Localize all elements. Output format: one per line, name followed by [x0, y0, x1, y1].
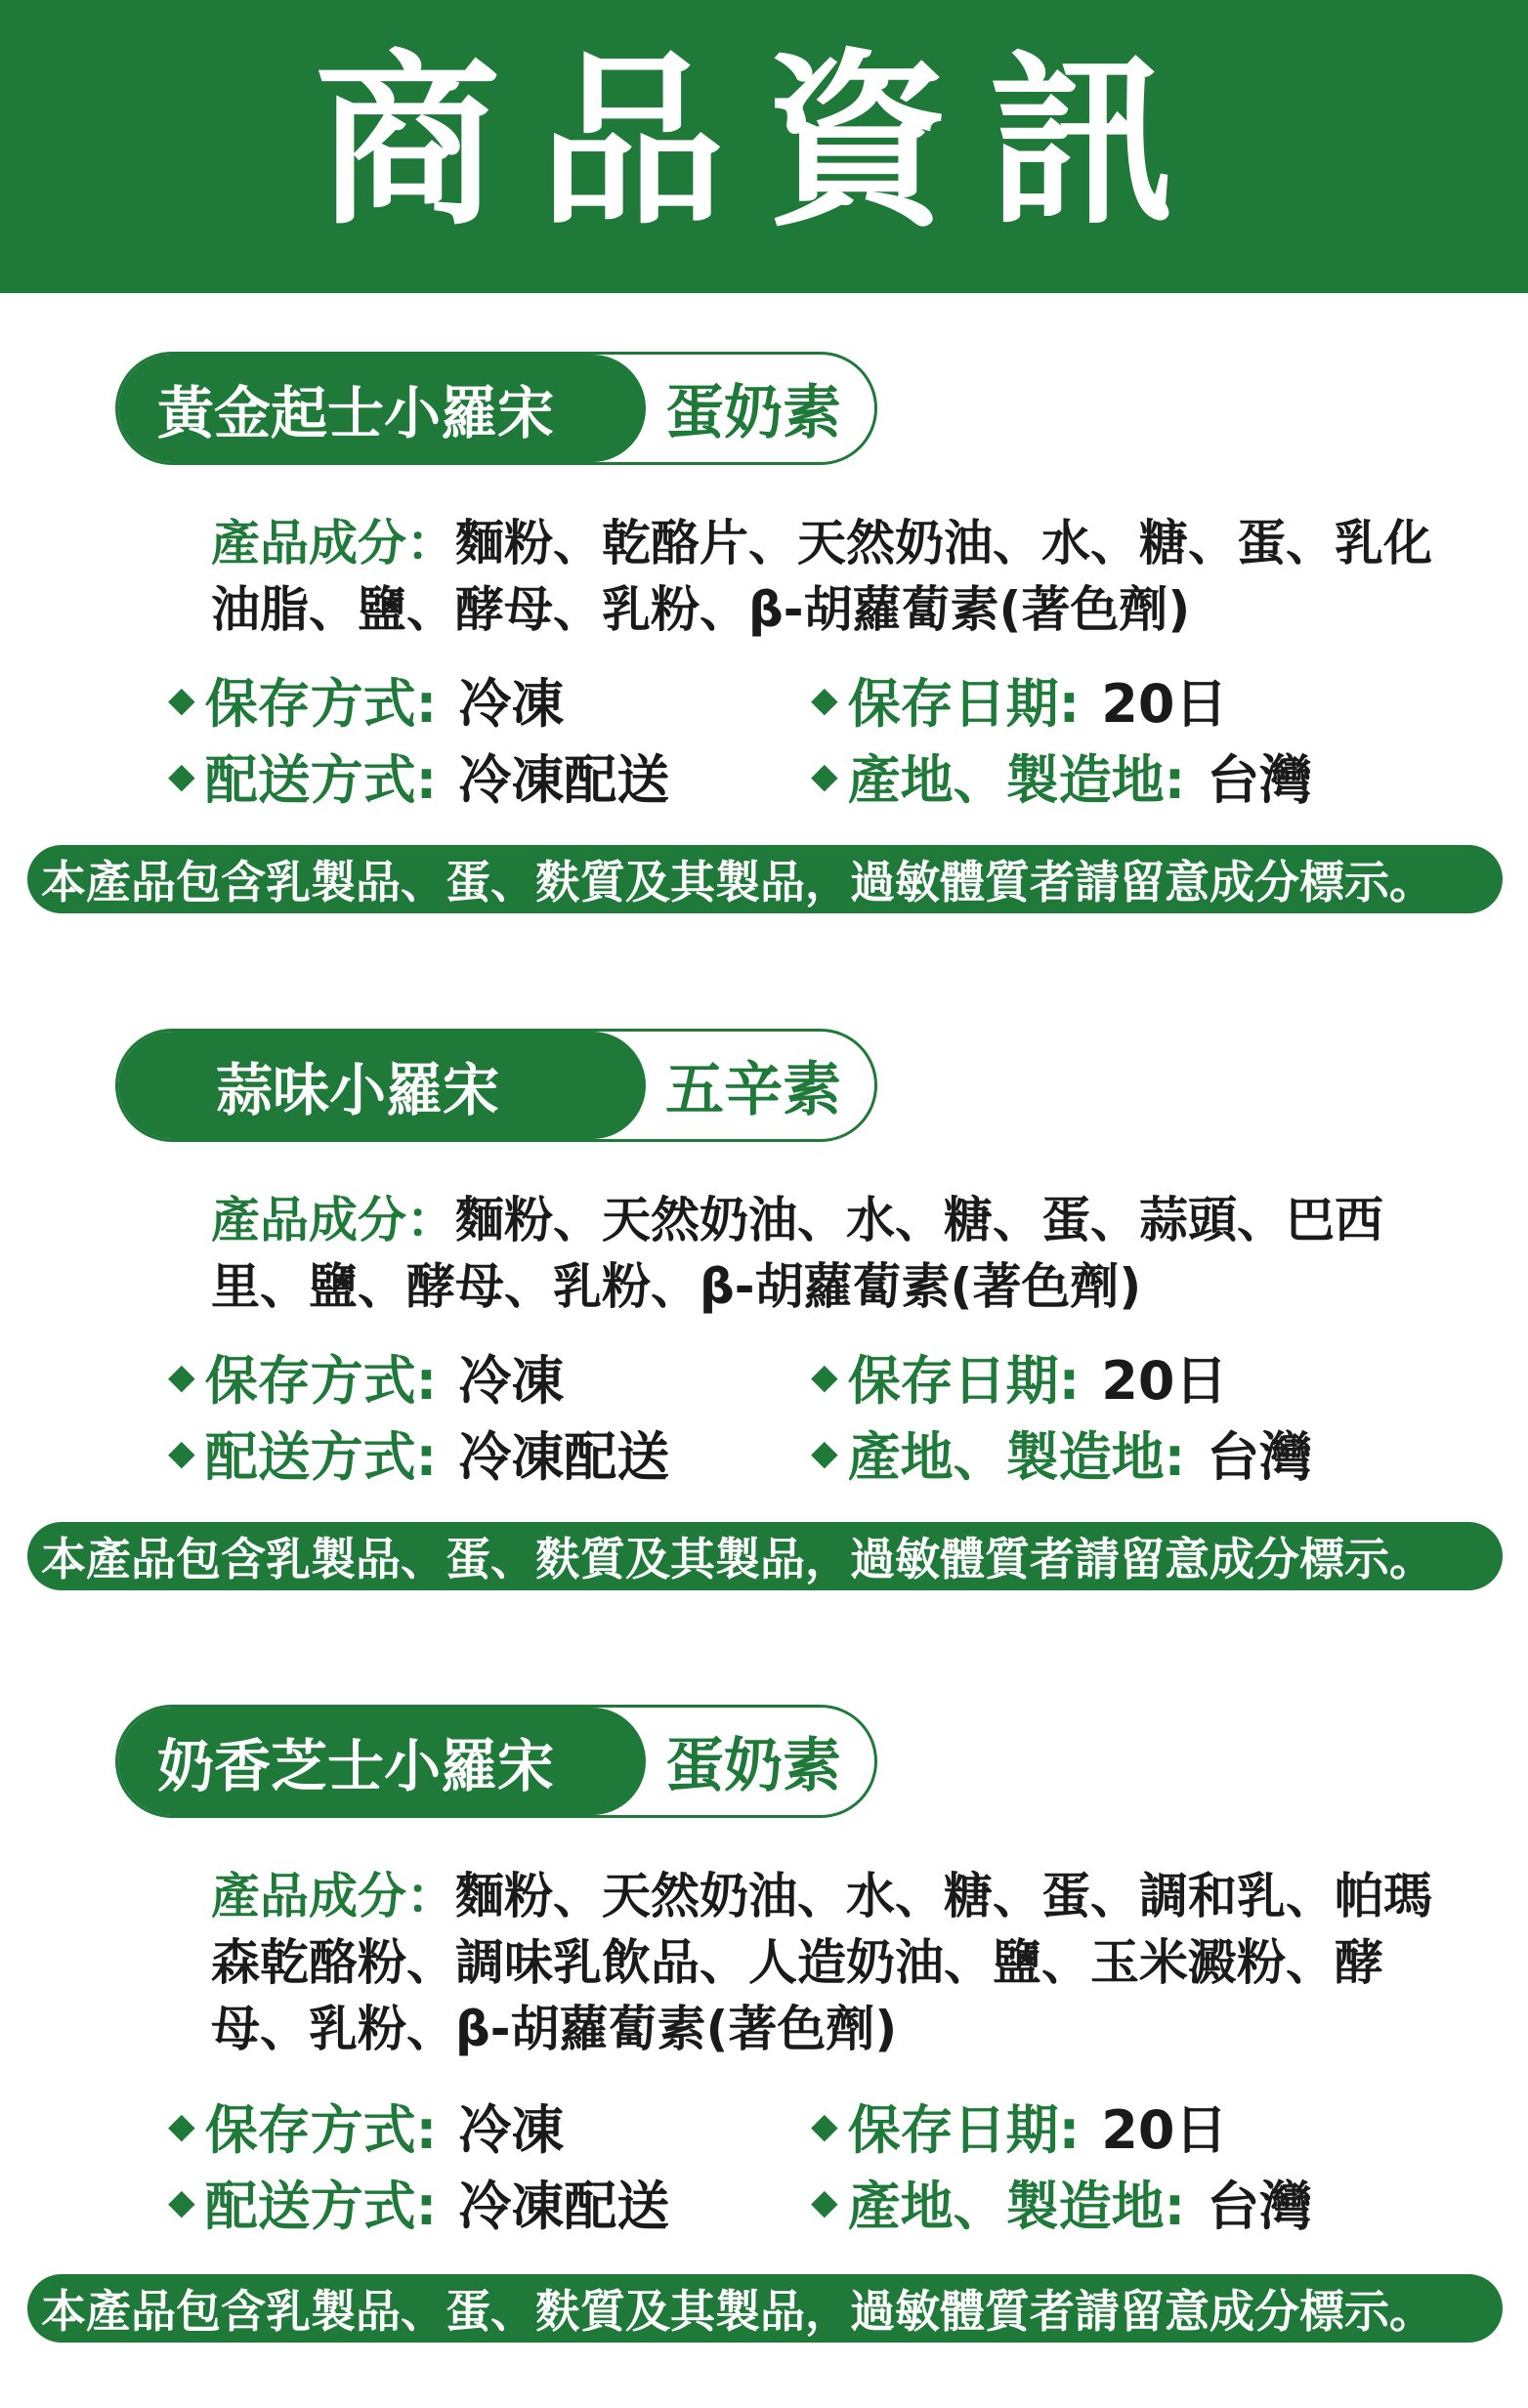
shelf-life-row: [811, 2091, 1227, 2161]
origin-value: 台灣: [1207, 748, 1313, 811]
ingredients-label: 產品成分：: [211, 1192, 455, 1248]
product-section: [0, 1705, 1528, 2379]
delivery-method-value: 冷凍配送: [458, 1425, 670, 1488]
delivery-method-label: 配送方式:: [204, 748, 438, 811]
ingredients-value: 麵粉、乾酪片、天然奶油、水、糖、蛋、乳化油脂、鹽、酵母、乳粉、β-胡蘿蔔素(著色劑): [211, 515, 1432, 638]
ingredients-value: 麵粉、天然奶油、水、糖、蛋、調和乳、帕瑪森乾酪粉、調味乳飲品、人造奶油、鹽、玉米澱粉、酵母、乳粉、β-胡蘿蔔素(著色劑): [211, 1868, 1432, 2057]
diamond-bullet-icon: ◆: [811, 1356, 838, 1397]
storage-method-value: 冷凍: [458, 1349, 565, 1412]
diamond-bullet-icon: ◆: [168, 755, 195, 796]
delivery-method-label: 配送方式:: [204, 2175, 438, 2237]
diamond-bullet-icon: ◆: [811, 679, 838, 720]
product-name: 蒜味小羅宋: [118, 1032, 646, 1139]
ingredients-label: 產品成分：: [211, 515, 455, 571]
product-name: 奶香芝士小羅宋: [118, 1708, 646, 1815]
shelf-life-value: 20日: [1101, 2098, 1228, 2161]
diet-tag: 蛋奶素: [665, 1732, 841, 1800]
diamond-bullet-icon: ◆: [168, 1432, 195, 1473]
origin-value: 台灣: [1207, 1425, 1313, 1488]
origin-row: [811, 740, 1312, 811]
product-section: [0, 352, 1528, 928]
origin-value: 台灣: [1207, 2175, 1313, 2237]
page-title: 商品資訊: [314, 32, 1213, 250]
shelf-life-label: 保存日期:: [847, 672, 1081, 735]
product-title-pill: [115, 1029, 877, 1142]
shelf-life-row: [811, 664, 1227, 735]
allergen-notice: 本產品包含乳製品、蛋、麩質及其製品，過敏體質者請留意成分標示。: [27, 1522, 1503, 1590]
shelf-life-value: 20日: [1101, 672, 1228, 735]
origin-label: 產地、製造地:: [847, 2175, 1186, 2237]
storage-method-row: [168, 1341, 564, 1412]
delivery-method-label: 配送方式:: [204, 1425, 438, 1488]
page-header: [0, 0, 1528, 293]
diamond-bullet-icon: ◆: [168, 2105, 195, 2146]
diamond-bullet-icon: ◆: [811, 2181, 838, 2222]
product-name: 黃金起士小羅宋: [118, 355, 646, 462]
storage-method-label: 保存方式:: [204, 2098, 438, 2161]
storage-method-row: [168, 664, 564, 735]
diet-tag: 五辛素: [665, 1056, 841, 1124]
diamond-bullet-icon: ◆: [811, 2105, 838, 2146]
delivery-method-value: 冷凍配送: [458, 748, 670, 811]
diamond-bullet-icon: ◆: [811, 1432, 838, 1473]
product-section: [0, 1029, 1528, 1605]
product-title-pill: [115, 352, 877, 465]
shelf-life-value: 20日: [1101, 1349, 1228, 1412]
delivery-method-row: [168, 1417, 669, 1488]
delivery-method-row: [168, 740, 669, 811]
ingredients-label: 產品成分：: [211, 1868, 455, 1924]
product-title-pill: [115, 1705, 877, 1818]
diet-tag: 蛋奶素: [665, 379, 841, 447]
ingredients-text: [211, 510, 1432, 643]
shelf-life-row: [811, 1341, 1227, 1412]
storage-method-row: [168, 2091, 564, 2161]
delivery-method-row: [168, 2167, 669, 2237]
origin-label: 產地、製造地:: [847, 1425, 1186, 1488]
allergen-notice: 本產品包含乳製品、蛋、麩質及其製品，過敏體質者請留意成分標示。: [27, 2274, 1503, 2343]
storage-method-value: 冷凍: [458, 672, 565, 735]
shelf-life-label: 保存日期:: [847, 1349, 1081, 1412]
diamond-bullet-icon: ◆: [168, 679, 195, 720]
ingredients-text: [211, 1863, 1432, 2062]
origin-label: 產地、製造地:: [847, 748, 1186, 811]
storage-method-value: 冷凍: [458, 2098, 565, 2161]
delivery-method-value: 冷凍配送: [458, 2175, 670, 2237]
origin-row: [811, 2167, 1312, 2237]
storage-method-label: 保存方式:: [204, 672, 438, 735]
allergen-notice: 本產品包含乳製品、蛋、麩質及其製品，過敏體質者請留意成分標示。: [27, 845, 1503, 913]
shelf-life-label: 保存日期:: [847, 2098, 1081, 2161]
ingredients-text: [211, 1187, 1432, 1320]
origin-row: [811, 1417, 1312, 1488]
storage-method-label: 保存方式:: [204, 1349, 438, 1412]
diamond-bullet-icon: ◆: [811, 755, 838, 796]
diamond-bullet-icon: ◆: [168, 1356, 195, 1397]
diamond-bullet-icon: ◆: [168, 2181, 195, 2222]
ingredients-value: 麵粉、天然奶油、水、糖、蛋、蒜頭、巴西里、鹽、酵母、乳粉、β-胡蘿蔔素(著色劑): [211, 1192, 1383, 1315]
